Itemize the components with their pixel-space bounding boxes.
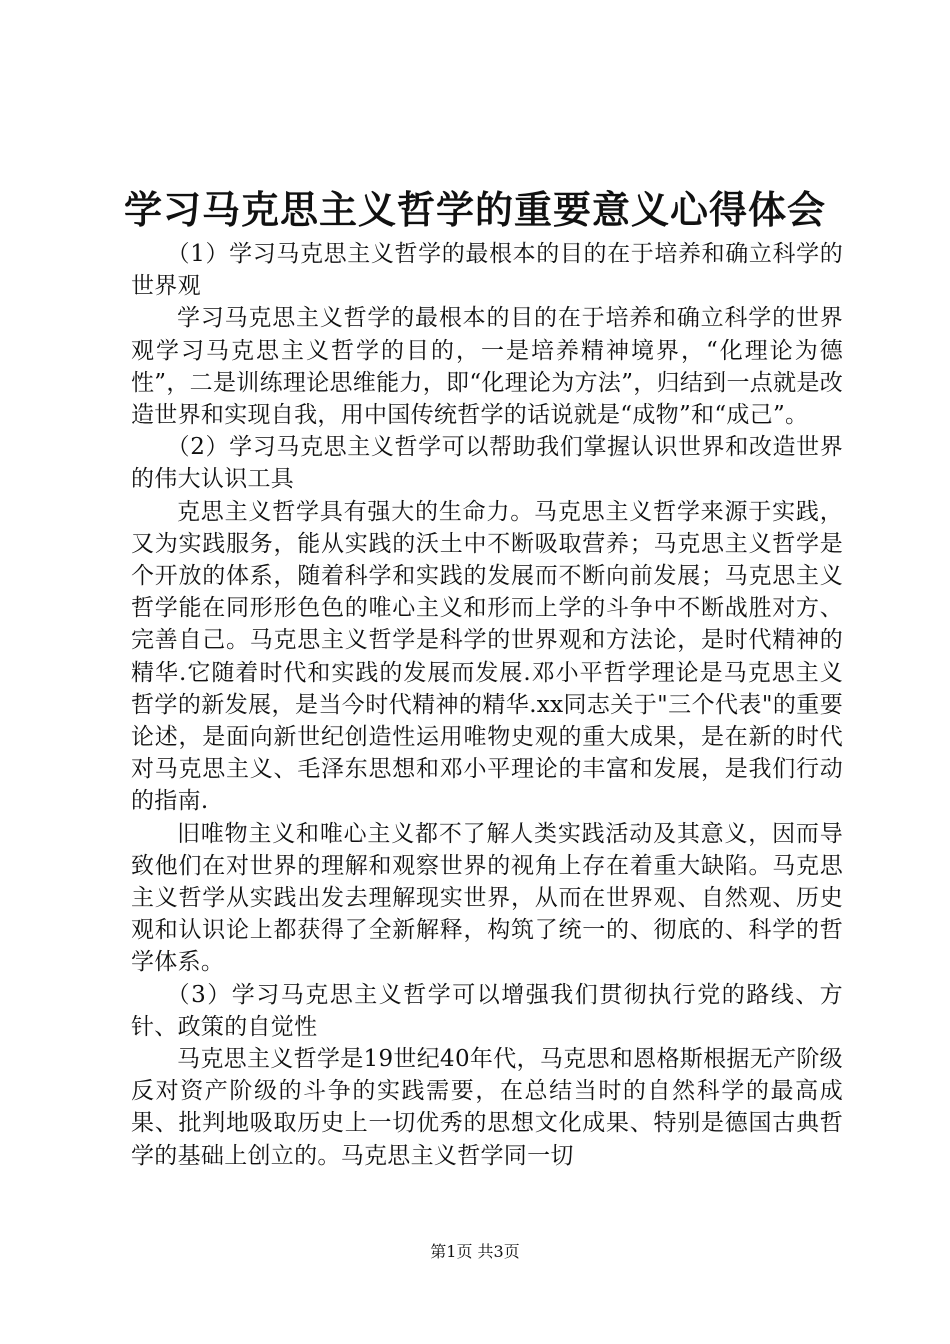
body-paragraph-2: 克思主义哲学具有强大的生命力。马克思主义哲学来源于实践，又为实践服务，能从实践的沃土中不断吸取营养；马克思主义哲学是个开放的体系，随着科学和实践的发展而不断向前发展；马克思主义哲学能在同形形色色的唯心主义和形而上学的斗争中不断战胜对方、完善自己。马克思主义哲学是科学的世界观和方法论，是时代精神的精华.它随着时代和实践的发展而发展.邓小平哲学理论是马克思主义哲学的新发展，是当今时代精神的精华.xx同志关于"三个代表"的重要论述，是面向新世纪创造性运用唯物史观的重大成果，是在新的时代对马克思主义、毛泽东思想和邓小平理论的丰富和发展，是我们行动的指南. bbox=[131, 498, 843, 815]
page-footer: 第1页 共3页 bbox=[430, 1242, 520, 1261]
section-heading-2: （2）学习马克思主义哲学可以帮助我们掌握认识世界和改造世界的伟大认识工具 bbox=[131, 434, 843, 493]
section-heading-1: （1）学习马克思主义哲学的最根本的目的在于培养和确立科学的世界观 bbox=[131, 241, 843, 300]
document-body bbox=[131, 238, 843, 1172]
document-title: 学习马克思主义哲学的重要意义心得体会 bbox=[123, 187, 826, 232]
body-paragraph-3: 旧唯物主义和唯心主义都不了解人类实践活动及其意义，因而导致他们在对世界的理解和观察世界的视角上存在着重大缺陷。马克思主义哲学从实践出发去理解现实世界，从而在世界观、自然观、历史观和认识论上都获得了全新解释，构筑了统一的、彻底的、科学的哲学体系。 bbox=[131, 820, 843, 976]
section-heading-3: （3）学习马克思主义哲学可以增强我们贯彻执行党的路线、方针、政策的自觉性 bbox=[131, 981, 843, 1040]
body-paragraph-1: 学习马克思主义哲学的最根本的目的在于培养和确立科学的世界观学习马克思主义哲学的目的，一是培养精神境界，“化理论为德性”，二是训练理论思维能力，即“化理论为方法”，归结到一点就是改造世界和实现自我，用中国传统哲学的话说就是“成物”和“成己”。 bbox=[131, 305, 843, 429]
body-paragraph-4: 马克思主义哲学是19世纪40年代，马克思和恩格斯根据无产阶级反对资产阶级的斗争的实践需要，在总结当时的自然科学的最高成果、批判地吸取历史上一切优秀的思想文化成果、特别是德国古典哲学的基础上创立的。马克思主义哲学同一切 bbox=[131, 1046, 843, 1169]
